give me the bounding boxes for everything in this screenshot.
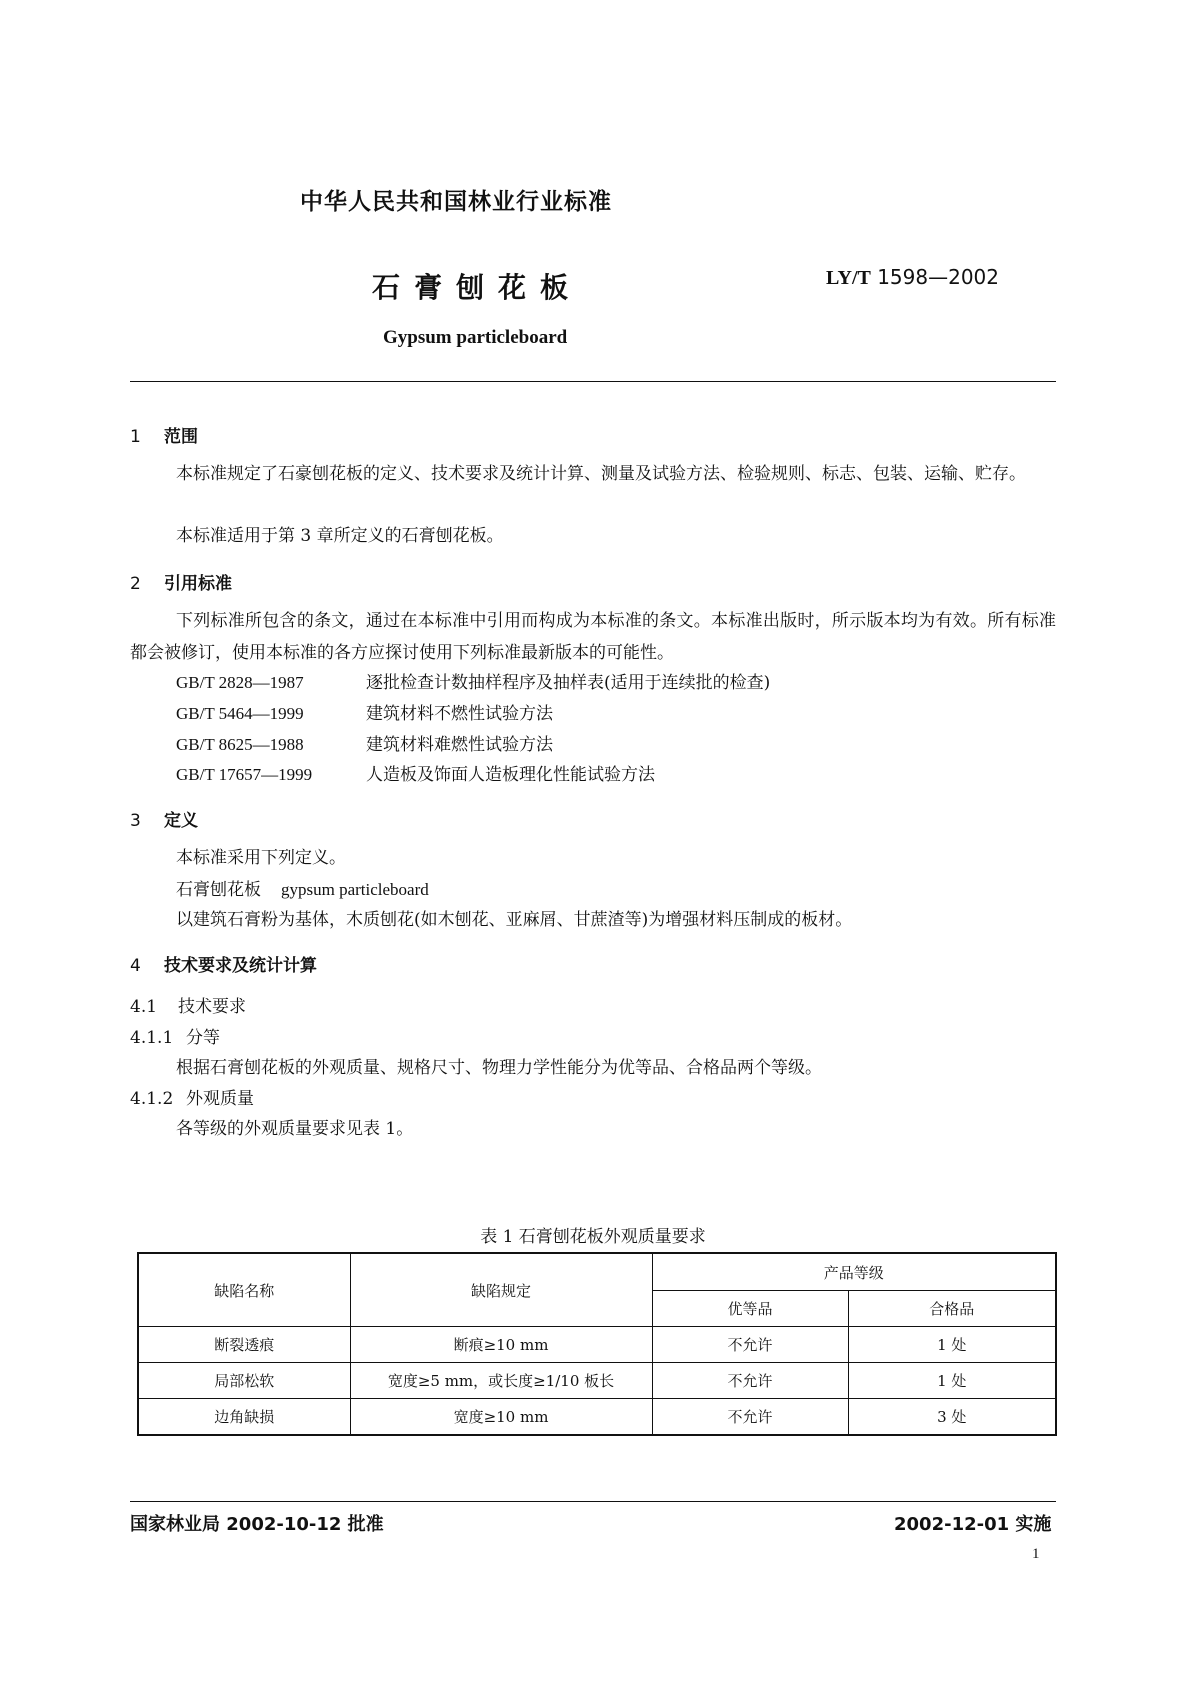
excellent-cell: 不允许	[652, 1327, 848, 1363]
term-chinese: 石膏刨花板	[176, 880, 261, 900]
section-title: 范围	[164, 427, 198, 447]
table-row	[138, 1363, 1056, 1399]
section-number: 1	[130, 427, 141, 447]
header-excellent: 优等品	[652, 1291, 848, 1327]
section-number: 4	[130, 956, 141, 976]
approval-line: 国家林业局 2002-10-12 批准	[130, 1514, 384, 1535]
section-title: 引用标准	[164, 574, 232, 594]
header-qualified: 合格品	[848, 1291, 1056, 1327]
excellent-cell: 不允许	[652, 1399, 848, 1436]
subsection-4-1-1-text: 根据石膏刨花板的外观质量、规格尺寸、物理力学性能分为优等品、合格品两个等级。	[176, 1058, 822, 1078]
subsection-title: 技术要求	[178, 997, 246, 1017]
defect-name-cell: 断裂透痕	[138, 1327, 350, 1363]
header-product-grade: 产品等级	[652, 1253, 1056, 1291]
definition-term	[176, 874, 429, 906]
section-3-heading	[130, 806, 198, 831]
section-1-para-1: 本标准规定了石豪刨花板的定义、技术要求及统计计算、测量及试验方法、检验规则、标志、包装、运输、贮存。	[176, 464, 1026, 484]
reference-item	[176, 759, 655, 791]
standard-code-prefix: LY/T	[826, 267, 871, 289]
reference-code: GB/T 2828—1987	[176, 673, 304, 692]
table-header-row	[138, 1253, 1056, 1291]
section-title: 定义	[164, 811, 198, 831]
subsection-number: 4.1.1	[130, 1028, 174, 1048]
standard-code	[826, 265, 999, 290]
reference-code: GB/T 5464—1999	[176, 704, 304, 723]
subsection-number: 4.1	[130, 997, 158, 1017]
reference-item	[176, 667, 770, 699]
document-title: 石膏刨花板	[372, 271, 583, 304]
defect-name-cell: 局部松软	[138, 1363, 350, 1399]
footer-divider	[130, 1501, 1056, 1502]
qualified-cell: 1 处	[848, 1327, 1056, 1363]
subsection-4-1-1-heading	[130, 1023, 220, 1048]
subsection-number: 4.1.2	[130, 1089, 174, 1109]
reference-title: 建筑材料不燃性试验方法	[366, 704, 553, 724]
reference-code: GB/T 17657—1999	[176, 765, 313, 784]
section-2-para-1: 下列标准所包含的条文，通过在本标准中引用而构成为本标准的条文。本标准出版时，所示版本均为有效。所有标准都会被修订，使用本标准的各方应探讨使用下列标准最新版本的可能性。	[130, 611, 1056, 663]
reference-title: 人造板及饰面人造板理化性能试验方法	[366, 765, 655, 785]
english-title: Gypsum particleboard	[383, 327, 568, 348]
defect-name-cell: 边角缺损	[138, 1399, 350, 1436]
header-defect-name: 缺陷名称	[138, 1253, 350, 1327]
qualified-cell: 1 处	[848, 1363, 1056, 1399]
implementation-line: 2002-12-01 实施	[894, 1514, 1052, 1535]
defect-rule-cell: 宽度≥10 mm	[350, 1399, 652, 1436]
subsection-4-1-heading	[130, 992, 246, 1017]
subsection-4-1-2-heading	[130, 1084, 254, 1109]
term-english: gypsum particleboard	[281, 880, 429, 899]
section-4-heading	[130, 951, 317, 976]
defect-table	[137, 1252, 1057, 1436]
subsection-title: 外观质量	[186, 1089, 254, 1109]
section-1-para-2: 本标准适用于第 3 章所定义的石膏刨花板。	[176, 526, 504, 546]
excellent-cell: 不允许	[652, 1363, 848, 1399]
standard-category: 中华人民共和国林业行业标准	[300, 189, 612, 215]
reference-code: GB/T 8625—1988	[176, 735, 304, 754]
reference-item	[176, 729, 553, 761]
reference-title: 逐批检查计数抽样程序及抽样表(适用于连续批的检查)	[366, 673, 771, 693]
section-number: 3	[130, 811, 141, 831]
section-title: 技术要求及统计计算	[164, 956, 317, 976]
subsection-title: 分等	[186, 1028, 220, 1048]
table-row	[138, 1399, 1056, 1436]
table-row	[138, 1327, 1056, 1363]
standard-code-number: 1598—2002	[877, 265, 999, 289]
defect-rule-cell: 宽度≥5 mm，或长度≥1/10 板长	[350, 1363, 652, 1399]
table-caption: 表 1 石膏刨花板外观质量要求	[480, 1227, 706, 1247]
section-3-para-1: 本标准采用下列定义。	[176, 848, 346, 868]
subsection-4-1-2-text: 各等级的外观质量要求见表 1。	[176, 1119, 414, 1139]
section-1-heading	[130, 422, 198, 447]
section-2-heading	[130, 569, 232, 594]
definition-text: 以建筑石膏粉为基体，木质刨花(如木刨花、亚麻屑、甘蔗渣等)为增强材料压制成的板材。	[176, 910, 853, 930]
reference-item	[176, 698, 553, 730]
section-number: 2	[130, 574, 141, 594]
page-number: 1	[1032, 1546, 1040, 1562]
reference-title: 建筑材料难燃性试验方法	[366, 735, 553, 755]
defect-rule-cell: 断痕≥10 mm	[350, 1327, 652, 1363]
header-defect-rule: 缺陷规定	[350, 1253, 652, 1327]
header-divider	[130, 381, 1056, 382]
qualified-cell: 3 处	[848, 1399, 1056, 1436]
